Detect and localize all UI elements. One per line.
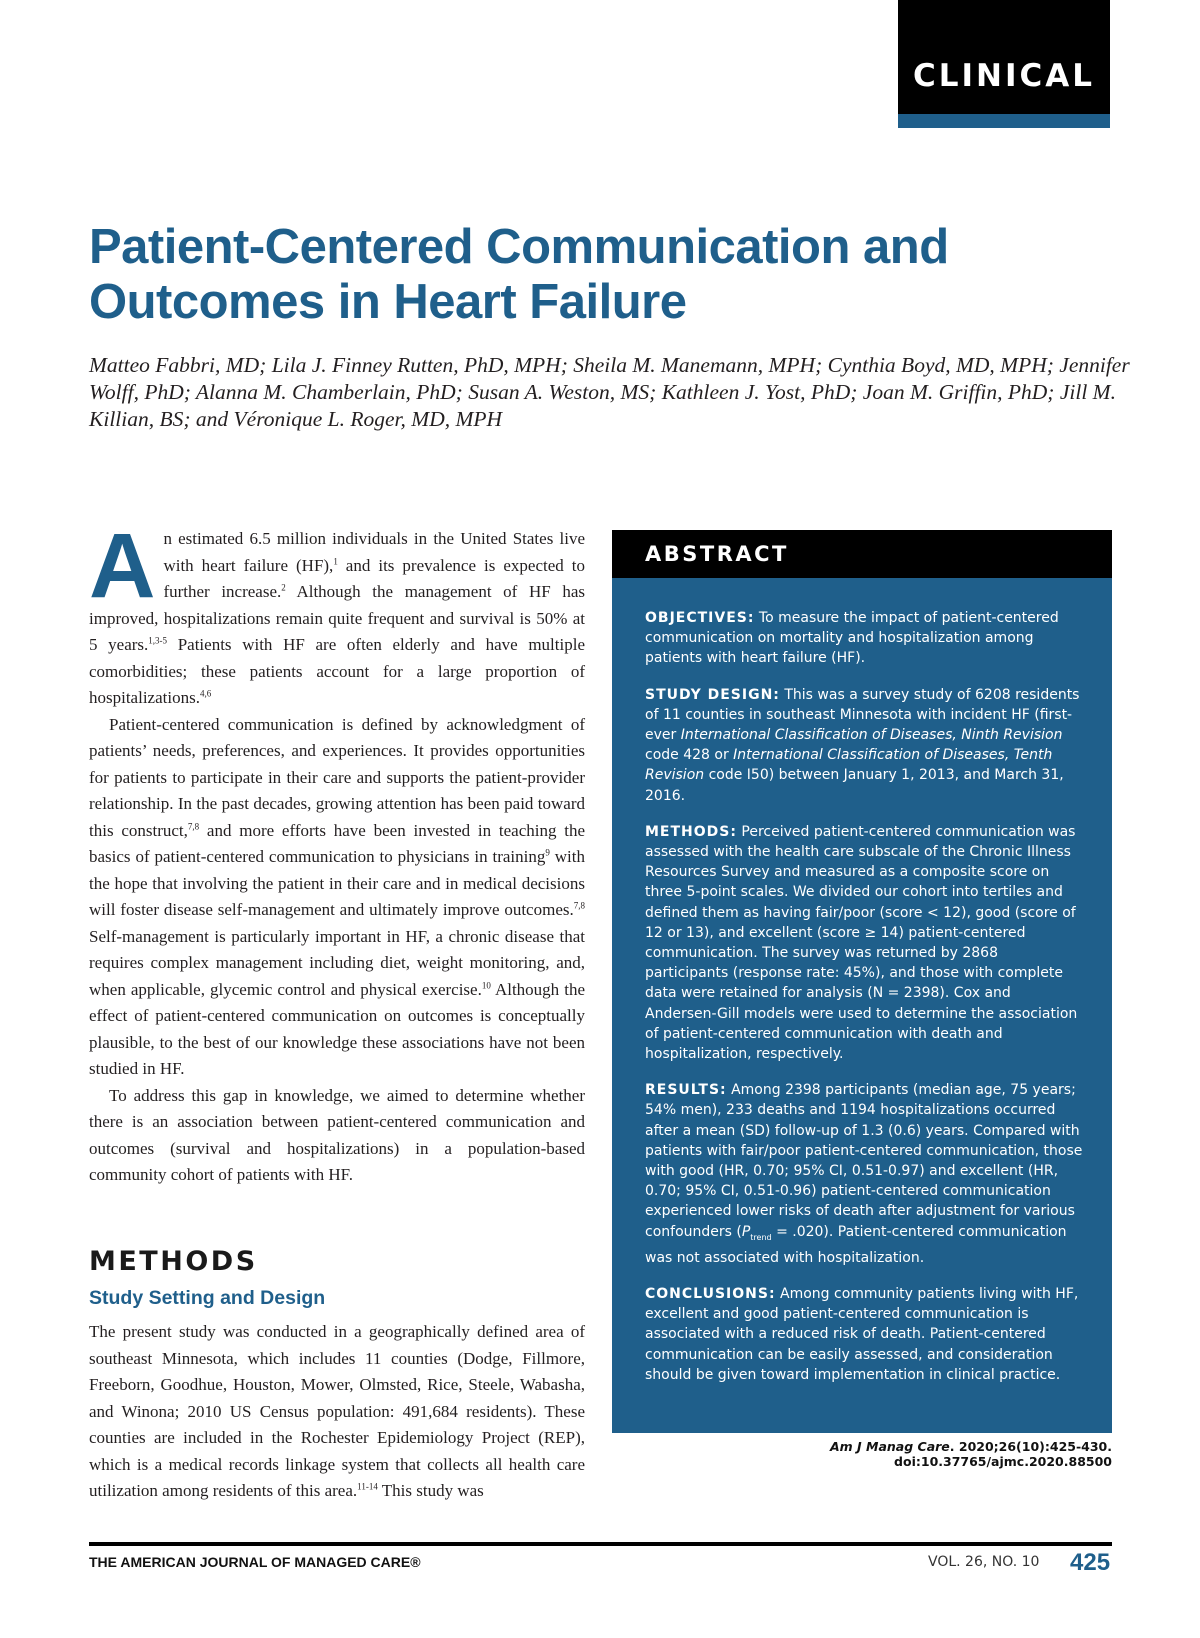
citation-line	[612, 1439, 1112, 1469]
abstract-box	[612, 530, 1112, 1433]
intro-body	[89, 515, 585, 1189]
abstract-section-text: This was a survey study of 6208 residents of 11 counties in southeast Minnesota with incident HF (first-ever International Classification of Diseases, Ninth Revision code 428 or International Classification of Diseases, Tenth Revision code I50) between January 1, 2013, and March 31, 2016.	[645, 686, 1080, 804]
abstract-study-design	[645, 685, 1085, 806]
intro-paragraph-1: n estimated 6.5 million individuals in the United States live with heart failure (HF),$^1$ and its prevalence is expected to further increase.$^2$ Although the management of HF has improved, hospitalizations remain quite frequent and survival is 50% at 5 years.$^{1,3-5}$ Patients with HF are often elderly and have multiple comorbidities; these patients account for a large proportion of hospitalizations.$^{4,6}$	[89, 529, 585, 707]
section-tag-accent-bar	[898, 114, 1110, 128]
abstract-section-text: Perceived patient-centered communication was assessed with the health care subscale of the Chronic Illness Resources Survey and measured as a composite score on three 5-point scales. We divided our cohort into tertiles and defined them as having fair/poor (score < 12), good (score of 12 or 13), and excellent (score ≥ 14) patient-centered communication. The survey was returned by 2868 participants (response rate: 45%), and those with complete data were retained for analysis (N = 2398). Cox and Andersen-Gill models were used to determine the association of patient-centered communication with death and hospitalization, respectively.	[645, 823, 1078, 1063]
abstract-objectives	[645, 608, 1085, 669]
page-number: 425	[1070, 1549, 1111, 1576]
abstract-section-label: OBJECTIVES:	[645, 610, 755, 626]
footer-journal-name: THE AMERICAN JOURNAL OF MANAGED CARE®	[89, 1554, 421, 1570]
abstract-section-label: RESULTS:	[645, 1082, 727, 1099]
abstract-header-label: ABSTRACT	[645, 542, 789, 566]
methods-heading: METHODS	[89, 1246, 258, 1277]
abstract-section-text: To measure the impact of patient-centered communication on mortality and hospitalization among patients with heart failure (HF).	[645, 610, 1059, 667]
abstract-header	[612, 530, 1112, 578]
article-title: Patient-Centered Communication and Outcomes in Heart Failure	[89, 220, 949, 329]
intro-paragraph-2: Patient-centered communication is defined by acknowledgment of patients’ needs, preferences, and experiences. It provides opportunities for patients to participate in their care and supports the patient-provider relationship. In the past decades, growing attention has been paid toward this construct,$^{7,8}$ and more efforts have been invested in teaching the basics of patient-centered communication to physicians in training$^9$ with the hope that involving the patient in their care and in medical decisions will foster disease self-management and ultimately improve outcomes.$^{7,8}$ Self-management is particularly important in HF, a chronic disease that requires complex management including diet, weight monitoring, and, when applicable, glycemic control and physical exercise.$^{10}$ Although the effect of patient-centered communication on outcomes is conceptually plausible, to the best of our knowledge these associations have not been studied in HF.	[89, 714, 585, 1078]
citation-journal: Am J Manag Care	[829, 1439, 950, 1454]
footer-rule	[89, 1542, 1112, 1546]
abstract-section-label: STUDY DESIGN:	[645, 686, 780, 703]
abstract-conclusions	[645, 1284, 1085, 1385]
abstract-section-label: METHODS:	[645, 823, 737, 840]
citation-details: . 2020;26(10):425-430. doi:10.37765/ajmc.2020.88500	[894, 1439, 1112, 1469]
study-setting-subheading: Study Setting and Design	[89, 1287, 326, 1309]
section-tag	[898, 0, 1110, 128]
section-tag-label: CLINICAL	[912, 58, 1095, 94]
abstract-section-text: Among 2398 participants (median age, 75 years; 54% men), 233 deaths and 1194 hospitalizations occurred after a mean (SD) follow-up of 1.3 (0.6) years. Compared with patients with fair/poor patient-centered communication, those with good (HR, 0.70; 95% CI, 0.51-0.97) and excellent (HR, 0.70; 95% CI, 0.51-0.96) patient-centered communication experienced lower risks of death after adjustment for various confounders $(P_{trend} = .020)$. Patient-centered communication was not associated with hospitalization.	[645, 1082, 1083, 1266]
author-list: Matteo Fabbri, MD; Lila J. Finney Rutten, PhD, MPH; Sheila M. Manemann, MPH; Cynthia Boyd, MD, MPH; Jennifer Wolff, PhD; Alanna M. Chamberlain, PhD; Susan A. Weston, MS; Kathleen J. Yost, PhD; Joan M. Griffin, PhD; Jill M. Killian, BS; and Véronique L. Roger, MD, MPH	[89, 353, 1130, 431]
abstract-methods	[645, 822, 1085, 1064]
abstract-results	[645, 1080, 1085, 1268]
abstract-body	[645, 608, 1085, 1401]
intro-paragraph-3: To address this gap in knowledge, we aimed to determine whether there is an association between patient-centered communication and outcomes (survival and hospitalizations) in a population-based community cohort of patients with HF.	[89, 1085, 585, 1184]
footer-volume-issue: VOL. 26, NO. 10	[928, 1554, 1040, 1570]
abstract-section-label: CONCLUSIONS:	[645, 1285, 776, 1302]
drop-cap: A	[89, 515, 156, 617]
abstract-section-text: Among community patients living with HF, excellent and good patient-centered communication is associated with a reduced risk of death. Patient-centered communication can be easily assessed, and consideration should be given toward implementation in clinical practice.	[645, 1285, 1079, 1383]
methods-paragraph: The present study was conducted in a geographically defined area of southeast Minnesota, which includes 11 counties (Dodge, Fillmore, Freeborn, Goodhue, Houston, Mower, Olmsted, Rice, Steele, Wabasha, and Winona; 2010 US Census population: 491,684 residents). These counties are included in the Rochester Epidemiology Project (REP), which is a medical records linkage system that collects all health care utilization among residents of this area.$^{11-14}$ This study was	[89, 1322, 585, 1500]
